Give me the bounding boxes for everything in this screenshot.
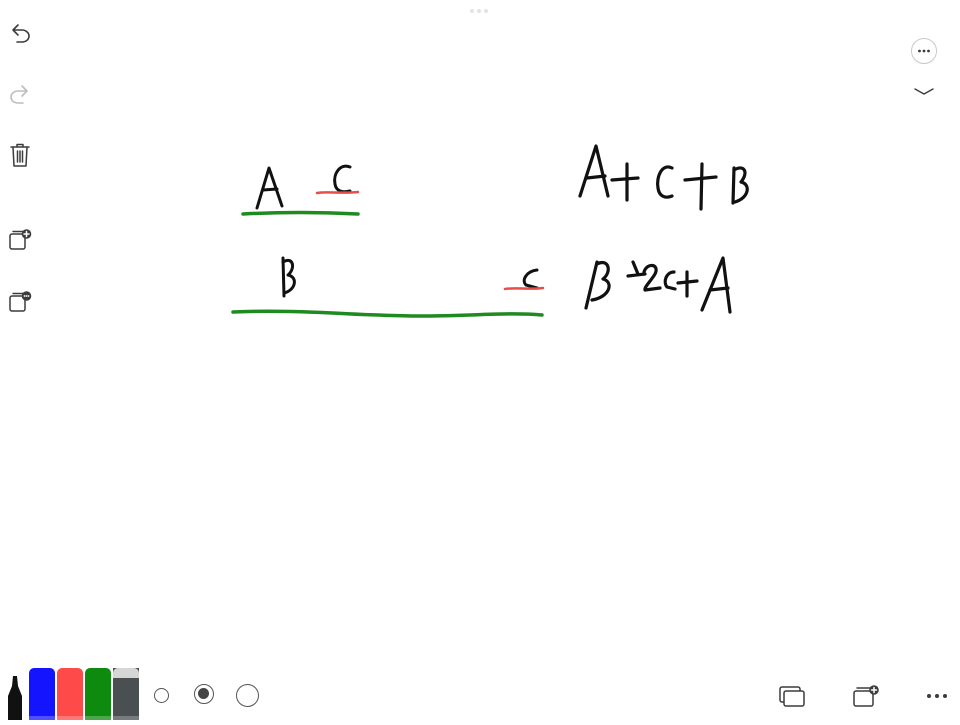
add-page-icon	[850, 682, 880, 710]
handwritten-letter-a-row1	[257, 168, 282, 208]
pen-tray-edge	[29, 716, 139, 720]
window-grabber[interactable]	[470, 9, 490, 14]
eraser-cap	[113, 668, 139, 678]
red-underline-c-row2	[505, 288, 543, 289]
green-line-segment-bc	[233, 311, 542, 316]
chevron-down-icon	[912, 85, 936, 99]
undo-button[interactable]	[4, 17, 36, 49]
more-icon	[924, 691, 950, 701]
redo-button[interactable]	[4, 78, 36, 110]
page-options-button[interactable]	[4, 285, 36, 317]
add-page-bottom-button[interactable]	[849, 680, 881, 712]
pen-tray	[0, 662, 150, 720]
handwritten-equation-row1	[580, 146, 747, 209]
handwritten-letter-b-row2	[283, 258, 294, 296]
undo-icon	[8, 21, 32, 45]
delete-button[interactable]	[4, 139, 36, 171]
more-icon	[910, 37, 938, 65]
stroke-size-large[interactable]	[236, 684, 259, 707]
handwritten-letter-c-row1	[335, 166, 350, 192]
green-line-segment-ac	[243, 213, 358, 215]
page-options-icon	[7, 288, 33, 314]
green-marker[interactable]	[85, 668, 111, 720]
add-page-icon	[7, 226, 33, 252]
collapse-button[interactable]	[908, 76, 940, 108]
pages-icon	[777, 683, 807, 709]
stroke-size-medium[interactable]	[194, 684, 214, 704]
eraser[interactable]	[113, 668, 139, 720]
handwritten-equation-row2	[586, 258, 730, 312]
red-marker[interactable]	[57, 668, 83, 720]
selected-indicator	[198, 688, 209, 699]
stroke-size-small[interactable]	[154, 688, 169, 703]
more-options-button[interactable]	[908, 35, 940, 67]
red-underline-c-row1	[317, 192, 358, 193]
marker-tip-icon	[2, 668, 28, 720]
pages-button[interactable]	[776, 680, 808, 712]
black-marker[interactable]	[2, 668, 28, 720]
trash-icon	[8, 142, 32, 168]
handwritten-letter-c-row2	[524, 270, 537, 288]
add-page-button[interactable]	[4, 223, 36, 255]
more-bottom-button[interactable]	[921, 680, 953, 712]
blue-marker[interactable]	[29, 668, 55, 720]
redo-icon	[8, 82, 32, 106]
